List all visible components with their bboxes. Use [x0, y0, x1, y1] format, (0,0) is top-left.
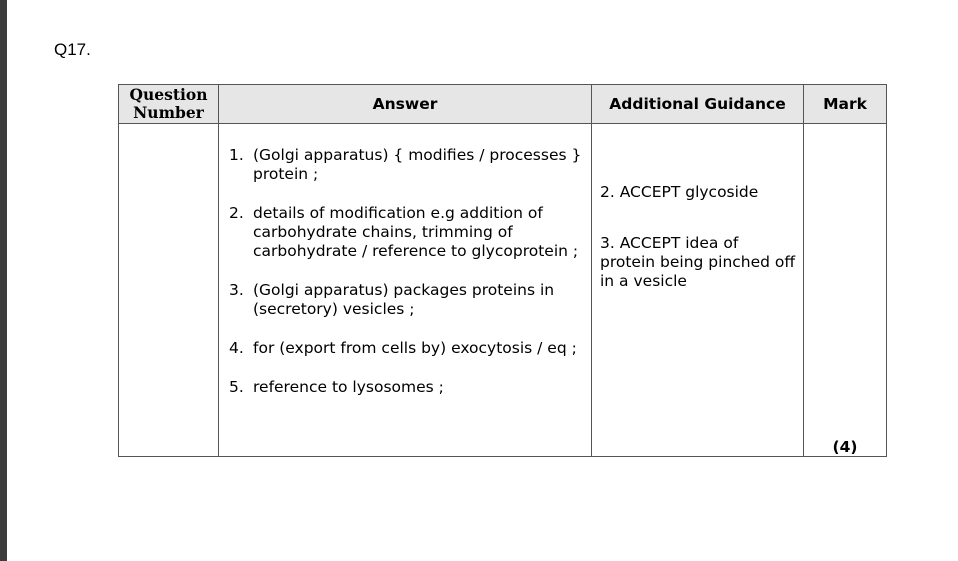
mark-scheme-table — [118, 84, 887, 457]
guidance-item: 2. ACCEPT glycoside — [600, 183, 759, 201]
guidance-item: 3. ACCEPT idea of protein being pinched off in a vesicle — [600, 234, 796, 290]
table-row — [119, 124, 887, 457]
answer-item: 3. (Golgi apparatus) packages proteins in (secretory) vesicles ; — [229, 281, 555, 318]
guidance-cell — [592, 124, 804, 457]
header-mark: Mark — [804, 85, 887, 124]
answer-list — [219, 124, 591, 397]
answer-item: 2. details of modification e.g addition of carbohydrate chains, trimming of carbohydrate / reference to glycoprotein ; — [229, 204, 579, 260]
answer-item: 5. reference to lysosomes ; — [229, 378, 444, 396]
mark-cell — [804, 124, 887, 457]
question-number-cell — [119, 124, 219, 457]
header-guidance: Additional Guidance — [592, 85, 804, 124]
header-question-number: Question Number — [119, 85, 219, 124]
window-edge — [0, 0, 7, 561]
answer-cell — [219, 124, 592, 457]
header-row — [119, 85, 887, 124]
header-answer: Answer — [219, 85, 592, 124]
answer-item: 1. (Golgi apparatus) { modifies / processes } protein ; — [229, 146, 582, 183]
mark-value: (4) — [832, 438, 858, 456]
question-label: Q17. — [54, 40, 91, 59]
answer-item: 4. for (export from cells by) exocytosis / eq ; — [229, 339, 577, 357]
